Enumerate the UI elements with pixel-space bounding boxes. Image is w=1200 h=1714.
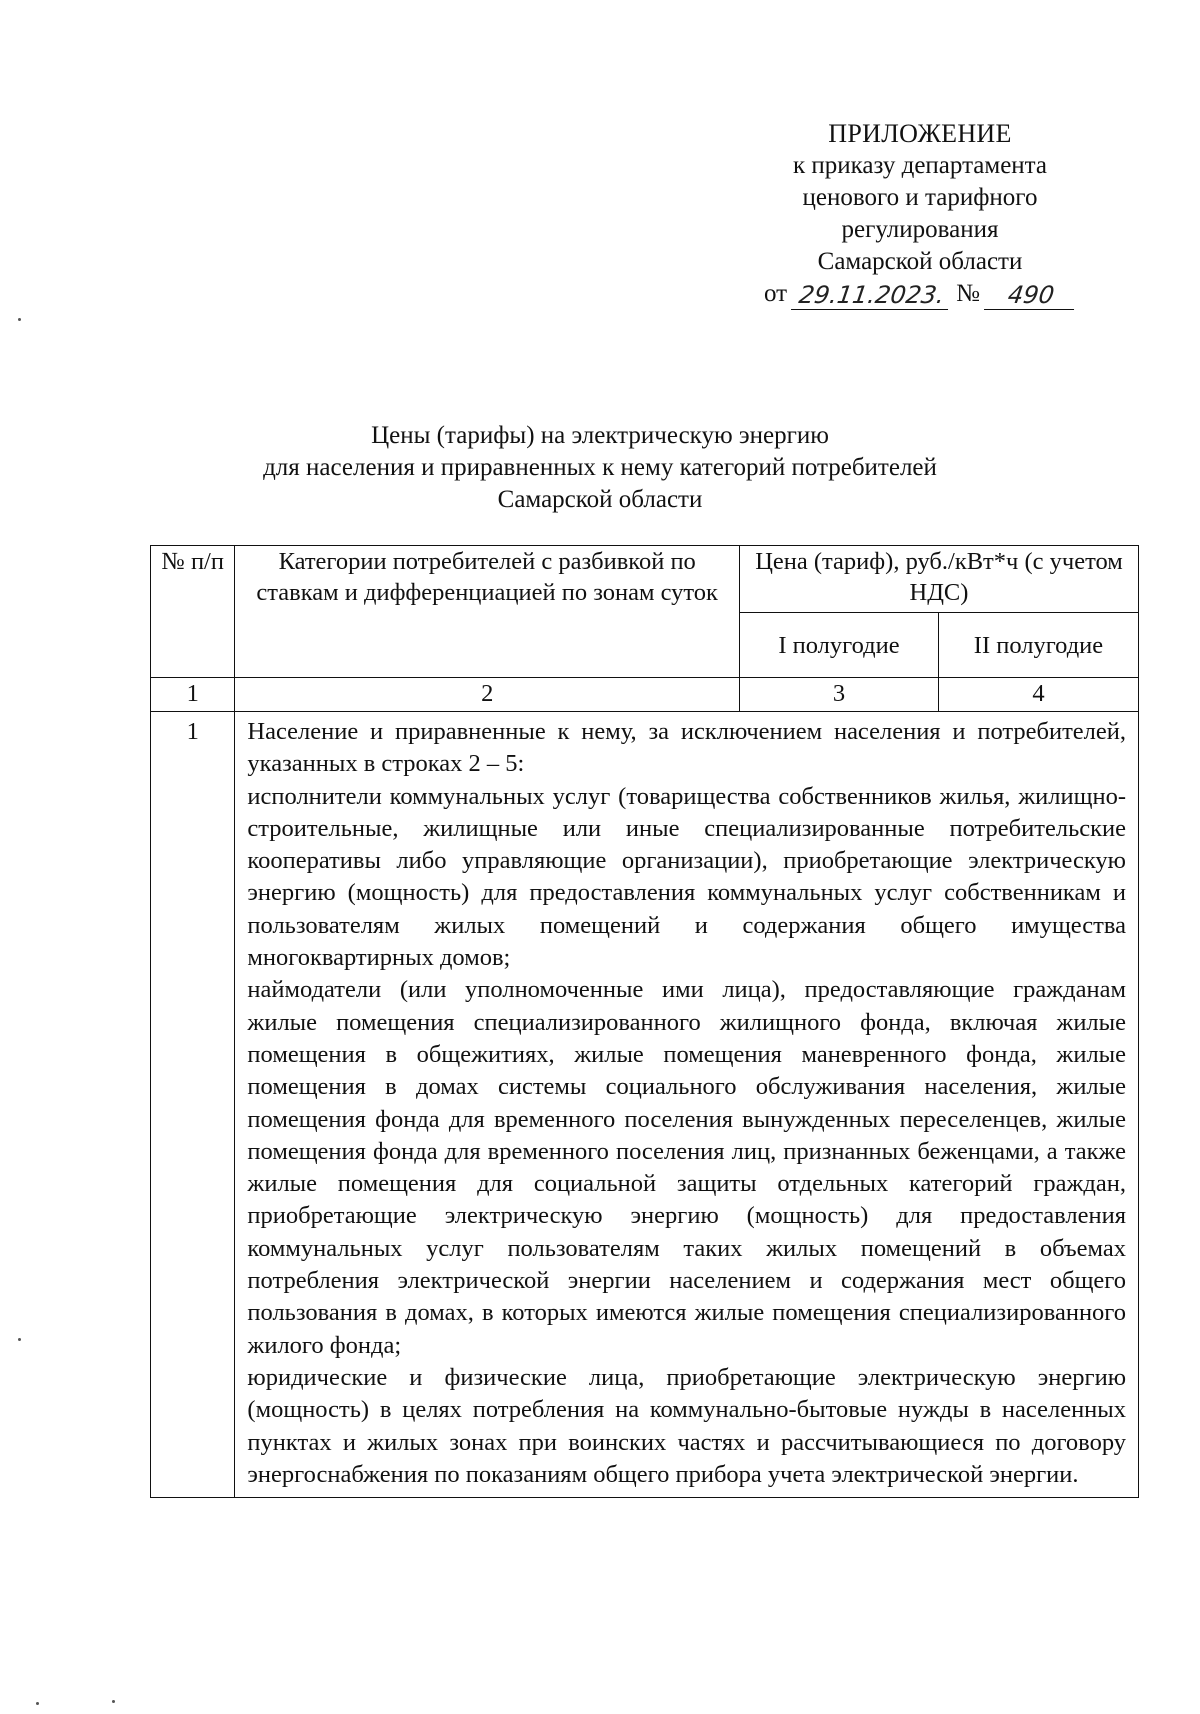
category-paragraph: наймодатели (или уполномоченные ими лица), предоставляющие гражданам жилые помещения специализированного жилищного фонда, включая жилые помещения в общежитиях, жилые помещения маневренного фонда, жилые помещения в домах системы социального обслуживания населения, жилые помещения фонда для временного поселения вынужденных переселенцев, жилые помещения фонда для временного поселения лиц, признанных беженцами, а также жилые помещения для социальной защиты отдельных категорий граждан, приобретающие электрическую энергию (мощность) для предоставления коммунальных услуг пользователям таких жилых помещений в объемах потребления электрической энергии населением и содержания мест общего пользования в домах, в которых имеются жилые помещения специализированного жилого фонда; bbox=[247, 976, 1126, 1359]
appendix-header bbox=[740, 118, 1100, 310]
table-header-row bbox=[151, 546, 1139, 613]
header-price: Цена (тариф), руб./кВт*ч (с учетом НДС) bbox=[739, 546, 1138, 613]
row-category-text bbox=[235, 712, 1139, 1498]
table-row bbox=[151, 712, 1139, 1498]
header-half-2: II полугодие bbox=[938, 613, 1138, 678]
category-paragraph: Население и приравненные к нему, за исключением населения и потребителей, указанных в строках 2 – 5: bbox=[247, 718, 1126, 778]
tariff-table bbox=[150, 545, 1139, 1498]
index-cell: 1 bbox=[151, 678, 235, 712]
table-index-row bbox=[151, 678, 1139, 712]
index-cell: 2 bbox=[235, 678, 740, 712]
index-cell: 3 bbox=[739, 678, 938, 712]
scan-mark bbox=[112, 1700, 115, 1703]
title-line: Цены (тарифы) на электрическую энергию bbox=[371, 422, 829, 449]
category-paragraph: юридические и физические лица, приобретающие электрическую энергию (мощность) в целях потребления на коммунально-бытовые нужды в населенных пунктах и жилых зонах при воинских частях и рассчитывающиеся по договору энергоснабжения по показаниям общего прибора учета электрической энергии. bbox=[247, 1363, 1126, 1488]
document-title bbox=[150, 420, 1050, 516]
header-category: Категории потребителей с разбивкой по ставкам и дифференциацией по зонам суток bbox=[235, 546, 740, 678]
category-paragraph: исполнители коммунальных услуг (товарищества собственников жилья, жилищно-строительные, жилищные или иные специализированные потребительские кооперативы либо управляющие организации), приобретающие электрическую энергию (мощность) для предоставления коммунальных услуг собственникам и пользователям жилых помещений и содержания общего имущества многоквартирных домов; bbox=[247, 782, 1126, 972]
title-line: Самарской области bbox=[497, 486, 703, 513]
scan-mark bbox=[36, 1702, 39, 1705]
header-half-1: I полугодие bbox=[739, 613, 938, 678]
appendix-line: ценового и тарифного bbox=[802, 184, 1038, 211]
index-cell: 4 bbox=[938, 678, 1138, 712]
title-line: для населения и приравненных к нему категорий потребителей bbox=[263, 454, 937, 481]
appendix-line: к приказу департамента bbox=[792, 152, 1048, 179]
scan-mark bbox=[18, 1338, 21, 1341]
scan-mark bbox=[18, 318, 21, 321]
date-prefix: от bbox=[763, 280, 788, 307]
appendix-line: Самарской области bbox=[817, 248, 1023, 275]
order-reference bbox=[740, 278, 1100, 310]
appendix-line: регулирования bbox=[841, 216, 999, 243]
number-prefix: № bbox=[956, 280, 980, 307]
handwritten-date: 29.11.2023. bbox=[791, 281, 952, 310]
header-num: № п/п bbox=[151, 546, 235, 678]
row-number: 1 bbox=[151, 712, 235, 1498]
handwritten-number: 490 bbox=[984, 281, 1078, 310]
appendix-title: ПРИЛОЖЕНИЕ bbox=[828, 119, 1012, 148]
